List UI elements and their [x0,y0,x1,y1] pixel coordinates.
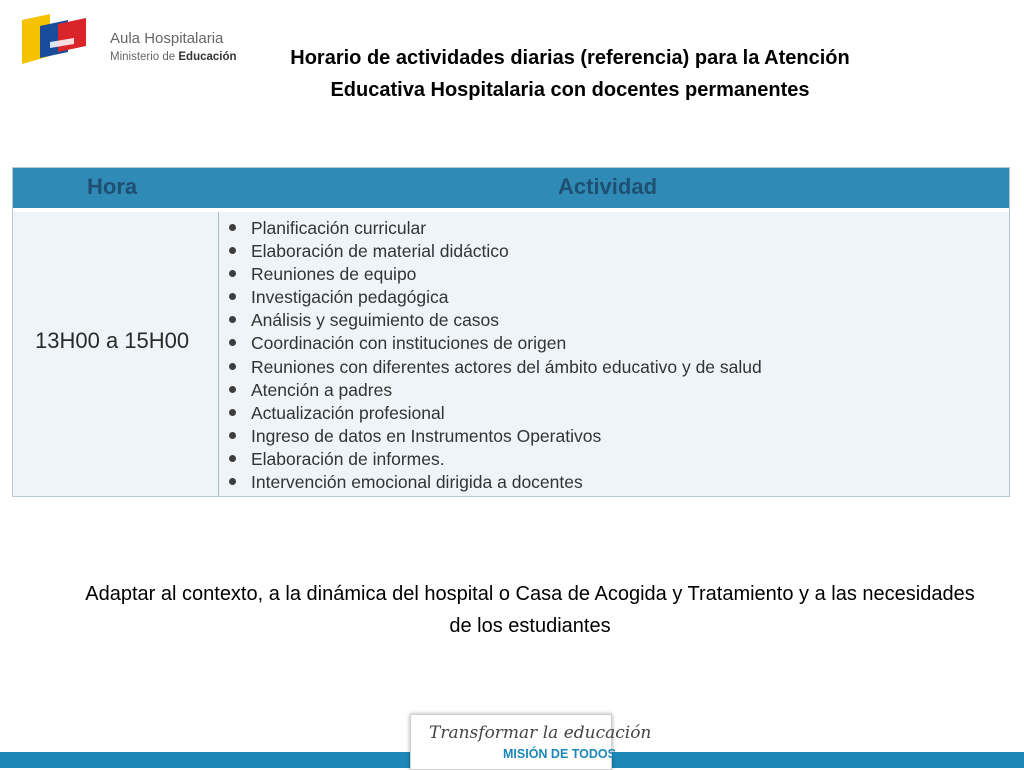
activity-item: Actualización profesional [225,402,762,425]
activity-item: Investigación pedagógica [225,286,762,309]
activity-item: Planificación curricular [225,217,762,240]
page-title: Horario de actividades diarias (referencia) para la Atención Educativa Hospitalaria con docentes permanentes [290,47,850,101]
slogan-badge [410,714,652,770]
activity-item: Análisis y seguimiento de casos [225,309,762,332]
column-header-hora: Hora [87,174,138,199]
time-cell: 13H00 a 15H00 [35,328,190,353]
ministry-logo [20,12,250,70]
activity-item: Intervención emocional dirigida a docentes [225,471,762,494]
activity-item: Elaboración de material didáctico [225,240,762,263]
context-note: Adaptar al contexto, a la dinámica del hospital o Casa de Acogida y Tratamiento y a las necesidades de los estudiantes [85,583,975,637]
ecuador-flag-logo-icon [20,12,98,68]
logo-subtitle-prefix: Ministerio de [110,51,179,63]
column-header-actividad: Actividad [558,174,658,199]
activity-list [225,217,762,494]
column-divider [218,212,219,496]
slogan-text: Transformar la educación [429,723,652,743]
logo-subtitle-bold: Educación [178,51,237,63]
activity-item: Reuniones de equipo [225,263,762,286]
activity-item: Atención a padres [225,379,762,402]
schedule-table [12,167,1010,497]
table-header [13,168,1009,212]
logo-title: Aula Hospitalaria [110,30,224,47]
activity-item: Elaboración de informes. [225,448,762,471]
logo-subtitle [110,51,237,63]
activity-item: Reuniones con diferentes actores del ámbito educativo y de salud [225,356,762,379]
mission-text: MISIÓN DE TODOS [503,747,616,761]
activity-item: Coordinación con instituciones de origen [225,332,762,355]
activity-item: Ingreso de datos en Instrumentos Operativos [225,425,762,448]
